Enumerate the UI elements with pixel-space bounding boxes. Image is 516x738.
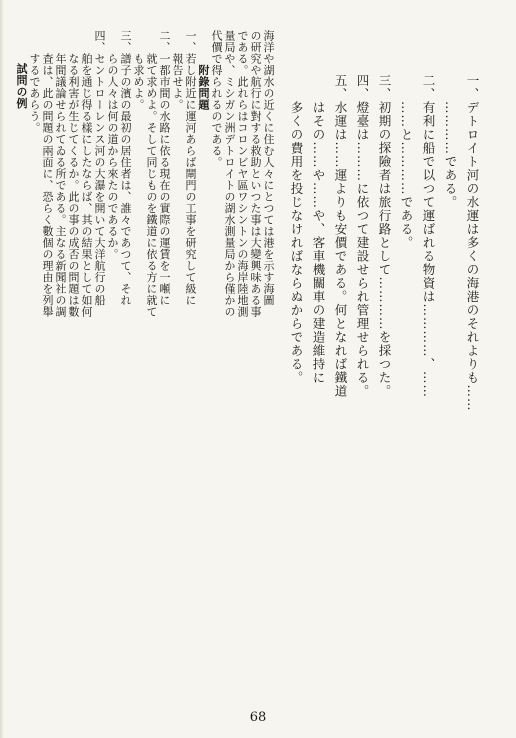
appendix-question-3-line-2: らの人々は何の道から來たのであるか。 xyxy=(106,30,119,260)
paragraph-line-4: 量局や、ミシガン洲デトロイトの湖水測量局から僅かの xyxy=(223,30,236,318)
question-3: 三、初期の探險者は旅行路として…………を採つた。 xyxy=(377,74,392,398)
appendix-question-4-line-1: 四、セントローレンス河の大瀑を開いて大洋航行の船 xyxy=(93,30,106,306)
appendix-question-4-line-5: 査は、此の問題の兩面に、恐らく數個の理由を列舉 xyxy=(41,30,54,318)
question-2-line-2: ……と…………である。 xyxy=(399,74,414,250)
question-4: 四、燈臺は………に依つて建設せられ管理せられる。 xyxy=(355,74,370,398)
paragraph-line-1: 海洋や湖水の近くに住む人々にとつては港を示す海圖 xyxy=(262,30,275,306)
appendix-question-4-line-3: なる利害が生じてくるか。此の事の成否の問題は數 xyxy=(67,30,80,318)
question-5-line-3: 多くの費用を投じなければならぬからである。 xyxy=(289,74,304,385)
paragraph-line-3: である。此れらはコロンビヤ區ワシントンの海岸陸地測 xyxy=(236,30,249,318)
appendix-question-4-line-4: 年間議論せられてゐる所である。主なる新聞社の調 xyxy=(54,30,67,318)
question-1-line-1: 一、デトロイト河の水運は多くの海港のそれよりも…… xyxy=(465,74,480,412)
appendix-question-2-line-2: 就て求めよ。そして同じものを鐵道に依る方に就て xyxy=(145,30,158,318)
appendix-question-1-line-1: 一、若し附近に運河あらば閘門の工事を研究して級に xyxy=(184,30,197,306)
question-2-line-1: 二、有利に船で以つて運ばれる物資は…………、…… xyxy=(421,74,436,398)
appendix-heading: 附錄問題 xyxy=(197,30,210,111)
appendix-question-4-line-6: するであらう。 xyxy=(28,30,41,134)
page-number: 68 xyxy=(249,710,267,725)
scan-edge-shadow xyxy=(0,0,4,738)
appendix-question-2-line-3: も求めよ。 xyxy=(132,30,145,111)
question-1-line-2: …………である。 xyxy=(443,74,458,209)
appendix-question-1-line-2: 報告せよ。 xyxy=(171,30,184,111)
exam-example-heading: 試問の例 xyxy=(15,40,28,109)
appendix-question-4-line-2: 舶を通じ得る樣にしたならば、其の結果として如何 xyxy=(80,30,93,318)
paragraph-line-5: 代價で得られるのである。 xyxy=(210,30,223,168)
question-5-line-2: はその……や……や、客車機關車の建造維持に xyxy=(311,74,326,385)
paragraph-line-2: の研究や航行に對する救助といつた事は大變興味ある事 xyxy=(249,30,262,318)
appendix-question-3-line-1: 三、譜子の濱の最初の居住者は、誰々であつて、それ xyxy=(119,30,132,306)
question-5-line-1: 五、水運は……運よりも安價である。何となれば鐵道 xyxy=(333,74,348,398)
appendix-question-2-line-1: 二、一都市間の水路に依る現在の實際の運賃を一噸に xyxy=(158,30,171,306)
